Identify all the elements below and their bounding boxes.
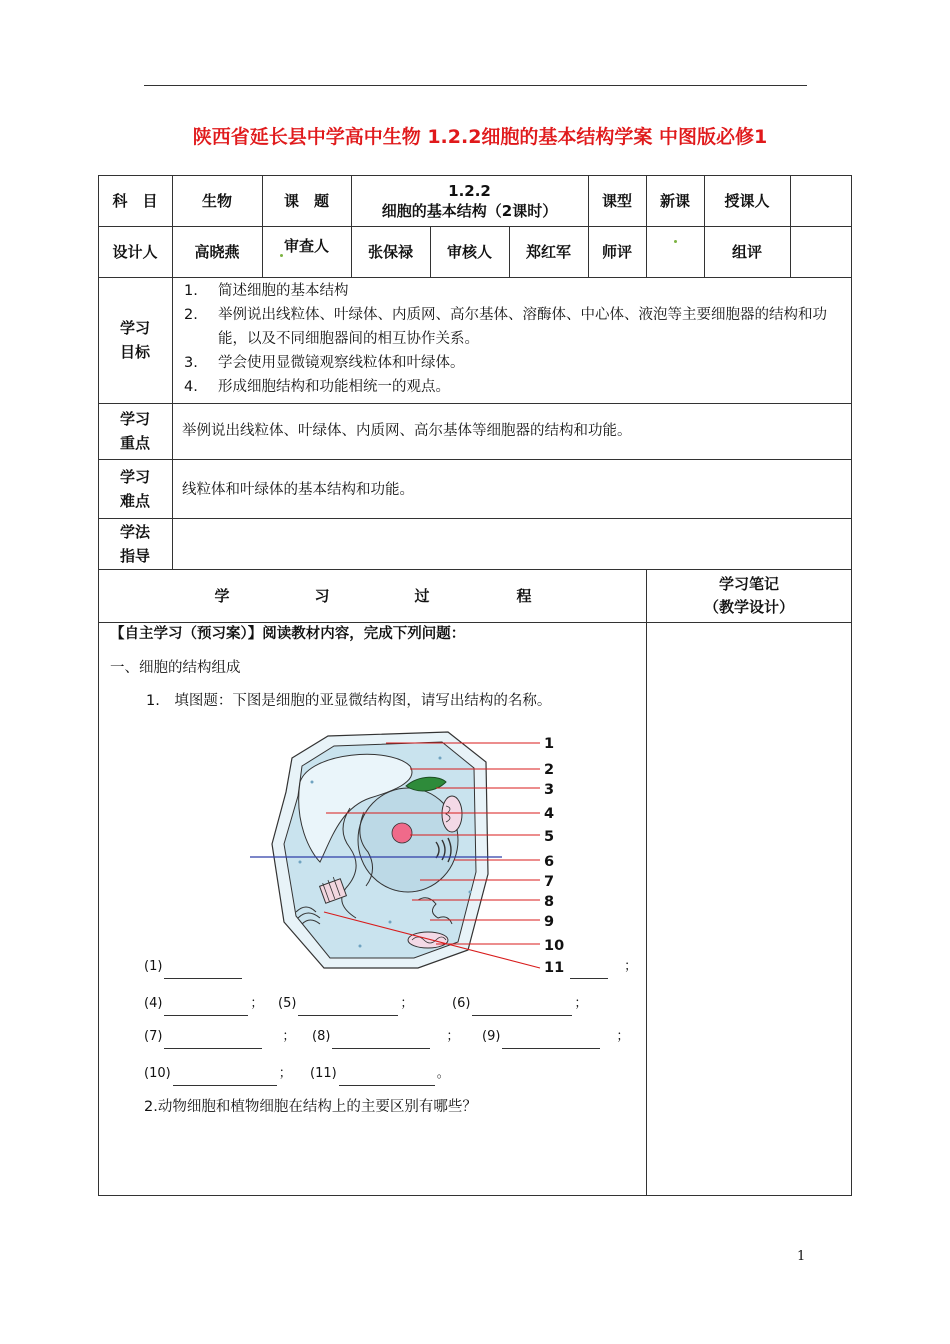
question-1: 1. 填图题：下图是细胞的亚显微结构图，请写出结构的名称。 (146, 693, 552, 709)
goal-item: 2. 举例说出线粒体、叶绿体、内质网、高尔基体、溶酶体、中心体、液泡等主要细胞器的结构和功能，以及不同细胞器间的相互协作关系。 (184, 307, 827, 347)
diagram-label: 6 (544, 854, 555, 870)
notes-subtitle: （教学设计） (703, 598, 794, 616)
goals-label: 学习 目标 (119, 319, 150, 361)
blank-4: (4) ； (144, 992, 263, 1016)
blank-10: (10) ； (144, 1062, 292, 1086)
header-rule (144, 85, 807, 86)
checker-value: 郑红军 (525, 242, 571, 261)
process-char: 学 (214, 587, 230, 605)
topic-name: 细胞的基本结构（2课时） (381, 201, 558, 220)
answer-blank[interactable] (164, 963, 242, 979)
nucleolus (392, 823, 412, 843)
blank-1: (1) (144, 955, 244, 979)
reviewer-value: 张保禄 (367, 242, 413, 261)
green-dot (674, 240, 677, 243)
blank-11: (11) 。 (310, 1062, 450, 1086)
type-label: 课型 (601, 191, 632, 210)
subject-value: 生物 (201, 191, 232, 210)
diagram-label: 4 (544, 806, 555, 822)
group-comment-label: 组评 (731, 242, 762, 261)
process-char: 习 (314, 587, 330, 605)
topic-label: 课 题 (283, 191, 329, 210)
diagram-label: 7 (544, 874, 555, 890)
teacher-comment-label: 师评 (601, 242, 632, 261)
designer-label: 设计人 (112, 242, 158, 261)
designer-value: 高晓燕 (194, 242, 240, 261)
blank-6: (6) ； (452, 992, 587, 1016)
goal-item: 4. 形成细胞结构和功能相统一的观点。 (184, 379, 450, 395)
question-2: 2.动物细胞和植物细胞在结构上的主要区别有哪些？ (144, 1099, 477, 1115)
answer-blank[interactable] (173, 1070, 277, 1086)
method-label: 学法 指导 (119, 522, 150, 565)
notes-title: 学习笔记 (718, 575, 779, 593)
green-dot (280, 254, 283, 257)
blank-9: (9) ； (482, 1025, 629, 1049)
topic-value (351, 175, 588, 226)
page-title: 陕西省延长县中学高中生物 1.2.2细胞的基本结构学案 中图版必修1 (192, 126, 768, 148)
answer-blank[interactable] (164, 1000, 248, 1016)
answer-blank[interactable] (502, 1033, 600, 1049)
checker-label: 审核人 (446, 242, 492, 261)
reviewer-label: 审查人 (283, 236, 329, 255)
answer-blank[interactable] (164, 1033, 262, 1049)
diagram-label: 1 (544, 736, 555, 752)
diagram-label: 2 (544, 762, 555, 778)
mitochondrion (408, 932, 448, 948)
process-char: 过 (414, 587, 430, 605)
cell-diagram (240, 722, 580, 982)
answer-blank[interactable] (570, 963, 608, 979)
blank-8: (8) ； (312, 1025, 459, 1049)
process-char: 程 (516, 587, 532, 605)
difficulties-label: 学习 难点 (119, 467, 150, 510)
diagram-label: 8 (544, 894, 555, 910)
diagram-label: 3 (544, 782, 555, 798)
diagram-label: 9 (544, 914, 555, 930)
difficulties-text: 线粒体和叶绿体的基本结构和功能。 (182, 482, 414, 498)
blank-7: (7) ； (144, 1025, 295, 1049)
blank-11-tail: ； (568, 955, 637, 979)
answer-blank[interactable] (298, 1000, 398, 1016)
answer-blank[interactable] (472, 1000, 572, 1016)
diagram-label: 10 (544, 938, 565, 954)
page-number: 1 (797, 1249, 806, 1264)
subject-label: 科 目 (112, 191, 158, 210)
key-points-label: 学习 重点 (119, 410, 150, 452)
diagram-label: 11 (544, 960, 565, 976)
goal-item: 1. 简述细胞的基本结构 (184, 283, 349, 299)
mitochondrion (442, 796, 462, 832)
section-heading: 一、细胞的结构组成 (110, 660, 241, 676)
answer-blank[interactable] (332, 1033, 430, 1049)
teacher-label: 授课人 (724, 191, 770, 210)
answer-blank[interactable] (339, 1070, 435, 1086)
goal-item: 3. 学会使用显微镜观察线粒体和叶绿体。 (184, 355, 465, 371)
type-value: 新课 (659, 191, 690, 210)
topic-number: 1.2.2 (448, 181, 491, 200)
blank-5: (5) ； (278, 992, 413, 1016)
self-study-heading: 【自主学习（预习案）】阅读教材内容，完成下列问题： (110, 626, 466, 642)
key-points-text: 举例说出线粒体、叶绿体、内质网、高尔基体等细胞器的结构和功能。 (182, 423, 632, 439)
goals-list (184, 279, 844, 399)
diagram-label: 5 (544, 829, 555, 845)
